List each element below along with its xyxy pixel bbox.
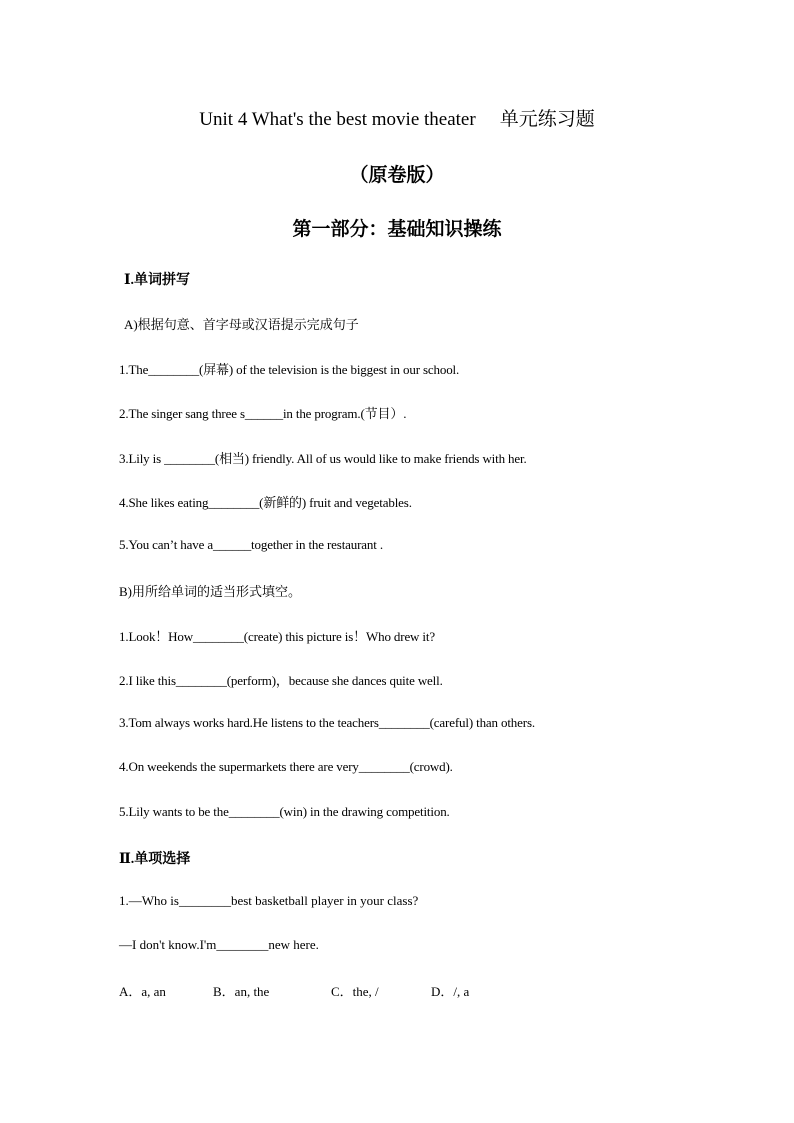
option-a: A．a, an xyxy=(119,984,166,999)
question-a2: 2.The singer sang three s______in the program.(节目）. xyxy=(119,406,407,421)
option-b: B．an, the xyxy=(213,984,270,999)
mc-question-1-reply: —I don't know.I'm________new here. xyxy=(119,937,319,952)
section-heading-spelling: Ⅰ.单词拼写 xyxy=(124,273,191,288)
instruction-part-a: A)根据句意、首字母或汉语提示完成句子 xyxy=(124,317,359,332)
part-title: 第一部分：基础知识操练 xyxy=(292,219,502,240)
document-title xyxy=(0,104,794,131)
question-b5: 5.Lily wants to be the________(win) in the drawing competition. xyxy=(119,804,450,819)
option-d: D．/, a xyxy=(431,984,470,999)
question-a3: 3.Lily is ________(相当) friendly. All of us would like to make friends with her. xyxy=(119,451,527,466)
question-a5: 5.You can’t have a______together in the restaurant . xyxy=(119,537,383,552)
title-chinese: 单元练习题 xyxy=(499,109,595,130)
mc-options xyxy=(119,981,469,1000)
question-b4: 4.On weekends the supermarkets there are very________(crowd). xyxy=(119,759,453,774)
mc-question-1: 1.—Who is________best basketball player in your class? xyxy=(119,893,419,908)
option-c: C．the, / xyxy=(331,984,379,999)
question-b1: 1.Look！How________(create) this picture is！Who drew it? xyxy=(119,629,435,644)
question-b2: 2.I like this________(perform)，because she dances quite well. xyxy=(119,673,443,688)
section-heading-choice: Ⅱ.单项选择 xyxy=(119,852,191,867)
instruction-part-b: B)用所给单词的适当形式填空。 xyxy=(119,584,302,599)
question-a4: 4.She likes eating________(新鲜的) fruit and vegetables. xyxy=(119,495,412,510)
title-english: Unit 4 What's the best movie theater xyxy=(199,109,476,130)
question-b3: 3.Tom always works hard.He listens to the teachers________(careful) than others. xyxy=(119,715,535,730)
document-subtitle: （原卷版） xyxy=(349,165,445,186)
question-a1: 1.The________(屏幕) of the television is the biggest in our school. xyxy=(119,362,460,377)
